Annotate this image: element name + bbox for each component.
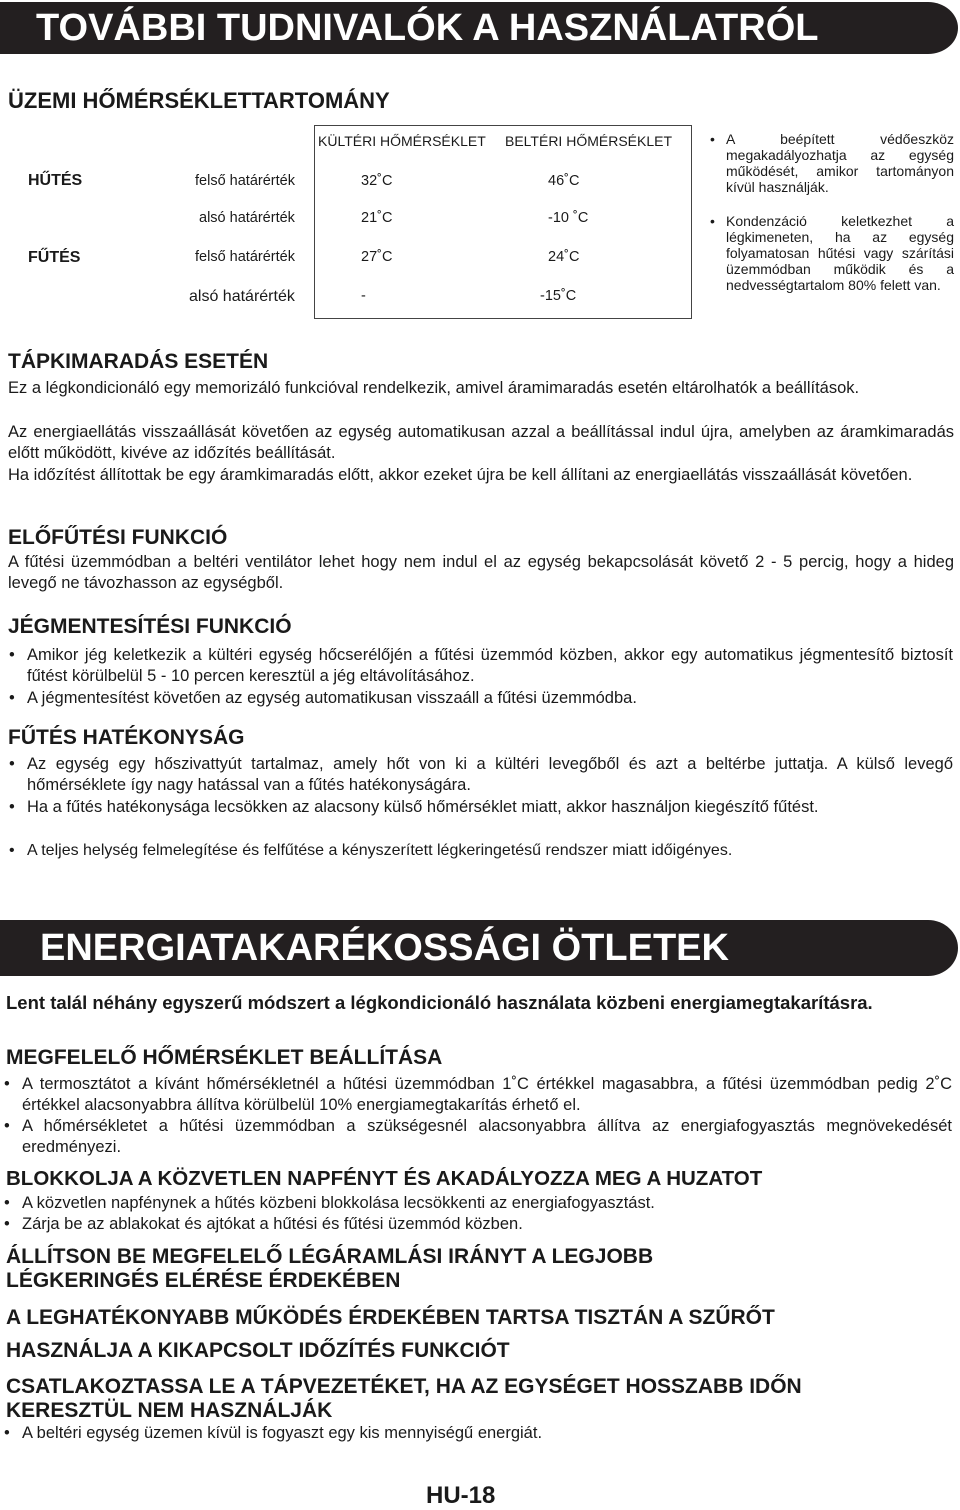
- energy-heading-sunlight: BLOKKOLJA A KÖZVETLEN NAPFÉNYT ÉS AKADÁLYOZZA MEG A HUZATOT: [6, 1167, 763, 1190]
- preheat-heading: ELŐFŰTÉSI FUNKCIÓ: [8, 526, 228, 549]
- section-banner-usage: TOVÁBBI TUDNIVALÓK A HASZNÁLATRÓL: [0, 2, 958, 54]
- section-banner-energy-saving: ENERGIATAKARÉKOSSÁGI ÖTLETEK: [0, 920, 958, 976]
- heating-upper-outdoor: 27˚C: [361, 249, 393, 265]
- energy-heading-airflow: ÁLLÍTSON BE MEGFELELŐ LÉGÁRAMLÁSI IRÁNYT A LEGJOBB LÉGKERINGÉS ELÉRÉSE ÉRDEKÉBEN: [6, 1245, 654, 1292]
- heating-lower-indoor: -15˚C: [540, 288, 577, 304]
- energy-sunlight-bullet-2: • Zárja be az ablakokat és ajtókat a hűtési és fűtési üzemmód közben.: [22, 1214, 952, 1235]
- col-outdoor-header: KÜLTÉRI HŐMÉRSÉKLET: [318, 133, 486, 149]
- power-outage-p2: Az energiaellátás visszaállását követően az egység automatikusan azzal a beállítással indul újra, amelyben az áramkimaradás előtt működött, kivéve az időzítés beállítását.: [8, 423, 954, 462]
- efficiency-heading: FŰTÉS HATÉKONYSÁG: [8, 726, 245, 749]
- temp-note-protection: • A beépített védőeszköz megakadályozhatja az egység működését, amikor tartományon kívül használják.: [726, 131, 954, 195]
- cooling-lower-indoor: -10 ˚C: [548, 210, 589, 226]
- cooling-upper-label: felső határérték: [195, 173, 295, 189]
- defrost-bullet-1: • Amikor jég keletkezik a kültéri egység hőcserélőjén a fűtési üzemmód közben, akkor egy automatikus jégmentesítő biztosít fűtést körülbelül 5 - 10 percen keresztül a jég eltávolításához.: [27, 645, 953, 687]
- cooling-label: HŰTÉS: [28, 172, 83, 189]
- heating-lower-outdoor: -: [361, 288, 366, 304]
- efficiency-bullet-2: • Ha a fűtés hatékonysága lecsökken az alacsony külső hőmérséklet miatt, akkor használjon kiegészítő fűtést.: [27, 797, 953, 818]
- cooling-lower-label: alsó határérték: [199, 210, 295, 226]
- energy-temperature-bullet-2: • A hőmérsékletet a hűtési üzemmódban a szükségesnél alacsonyabbra állítva az energiafogyasztás megnövekedését eredményezi.: [22, 1116, 952, 1158]
- energy-sunlight-bullet-1: • A közvetlen napfénynek a hűtés közbeni blokkolása lecsökkenti az energiafogyasztást.: [22, 1193, 952, 1214]
- temp-range-heading: ÜZEMI HŐMÉRSÉKLETTARTOMÁNY: [8, 88, 390, 113]
- heating-lower-label: alsó határérték: [189, 288, 295, 305]
- energy-heading-temperature: MEGFELELŐ HŐMÉRSÉKLET BEÁLLÍTÁSA: [6, 1046, 443, 1069]
- page-number: HU-18: [426, 1482, 496, 1509]
- energy-heading-timer: HASZNÁLJA A KIKAPCSOLT IDŐZÍTÉS FUNKCIÓT: [6, 1339, 510, 1362]
- defrost-bullet-2: • A jégmentesítést követően az egység automatikusan visszaáll a fűtési üzemmódba.: [27, 688, 953, 709]
- heating-upper-indoor: 24˚C: [548, 249, 580, 265]
- efficiency-bullet-1: • Az egység egy hőszivattyút tartalmaz, amely hőt von ki a kültéri levegőből és azt a beltérbe juttatja. A külső levegő hőmérséklete így nagy hatással van a fűtés hatékonyságára.: [27, 754, 953, 796]
- power-outage-p3: Ha időzítést állítottak be egy áramkimaradás előtt, akkor ezeket újra be kell állítani az energiaellátás visszaállását követően.: [8, 466, 913, 484]
- defrost-heading: JÉGMENTESÍTÉSI FUNKCIÓ: [8, 615, 292, 638]
- temp-note-condensation: • Kondenzáció keletkezhet a légkimeneten, ha az egység folyamatosan hűtési vagy szárítási üzemmódban működik és a nedvességtartalom 80% felett van.: [726, 213, 954, 293]
- power-outage-heading: TÁPKIMARADÁS ESETÉN: [8, 350, 269, 373]
- energy-unplug-bullet-1: • A beltéri egység üzemen kívül is fogyaszt egy kis mennyiségű energiát.: [22, 1423, 952, 1444]
- cooling-lower-outdoor: 21˚C: [361, 210, 393, 226]
- energy-heading-filter: A LEGHATÉKONYABB MŰKÖDÉS ÉRDEKÉBEN TARTSA TISZTÁN A SZŰRŐT: [6, 1306, 775, 1329]
- heating-upper-label: felső határérték: [195, 249, 295, 265]
- preheat-p1: A fűtési üzemmódban a beltéri ventilátor lehet hogy nem indul el az egység bekapcsolását követő 2 - 5 percig, hogy a hideg levegő ne távozhasson az egységből.: [8, 553, 954, 592]
- energy-intro: Lent talál néhány egyszerű módszert a légkondicionáló használata közbeni energiamegtakarításra.: [6, 992, 873, 1013]
- energy-temperature-bullet-1: • A termosztátot a kívánt hőmérsékletnél a hűtési üzemmódban 1˚C értékkel magasabbra, a fűtési üzemmódban pedig 2˚C értékkel alacsonyabbra állítva körülbelül 10% energiamegtakarítás érhető el.: [22, 1074, 952, 1116]
- heating-label: FŰTÉS: [28, 249, 81, 266]
- col-indoor-header: BELTÉRI HŐMÉRSÉKLET: [505, 133, 673, 149]
- power-outage-p1: Ez a légkondicionáló egy memorizáló funkcióval rendelkezik, amivel áramimaradás esetén eltárolhatók a beállítások.: [8, 379, 860, 397]
- cooling-upper-indoor: 46˚C: [548, 173, 580, 189]
- efficiency-bullet-3: • A teljes helység felmelegítése és felfűtése a kényszerített légkeringetésű rendszer miatt időigényes.: [27, 840, 953, 861]
- cooling-upper-outdoor: 32˚C: [361, 173, 393, 189]
- energy-heading-unplug: CSATLAKOZTASSA LE A TÁPVEZETÉKET, HA AZ EGYSÉGET HOSSZABB IDŐN KERESZTÜL NEM HASZNÁLJÁK: [6, 1375, 802, 1422]
